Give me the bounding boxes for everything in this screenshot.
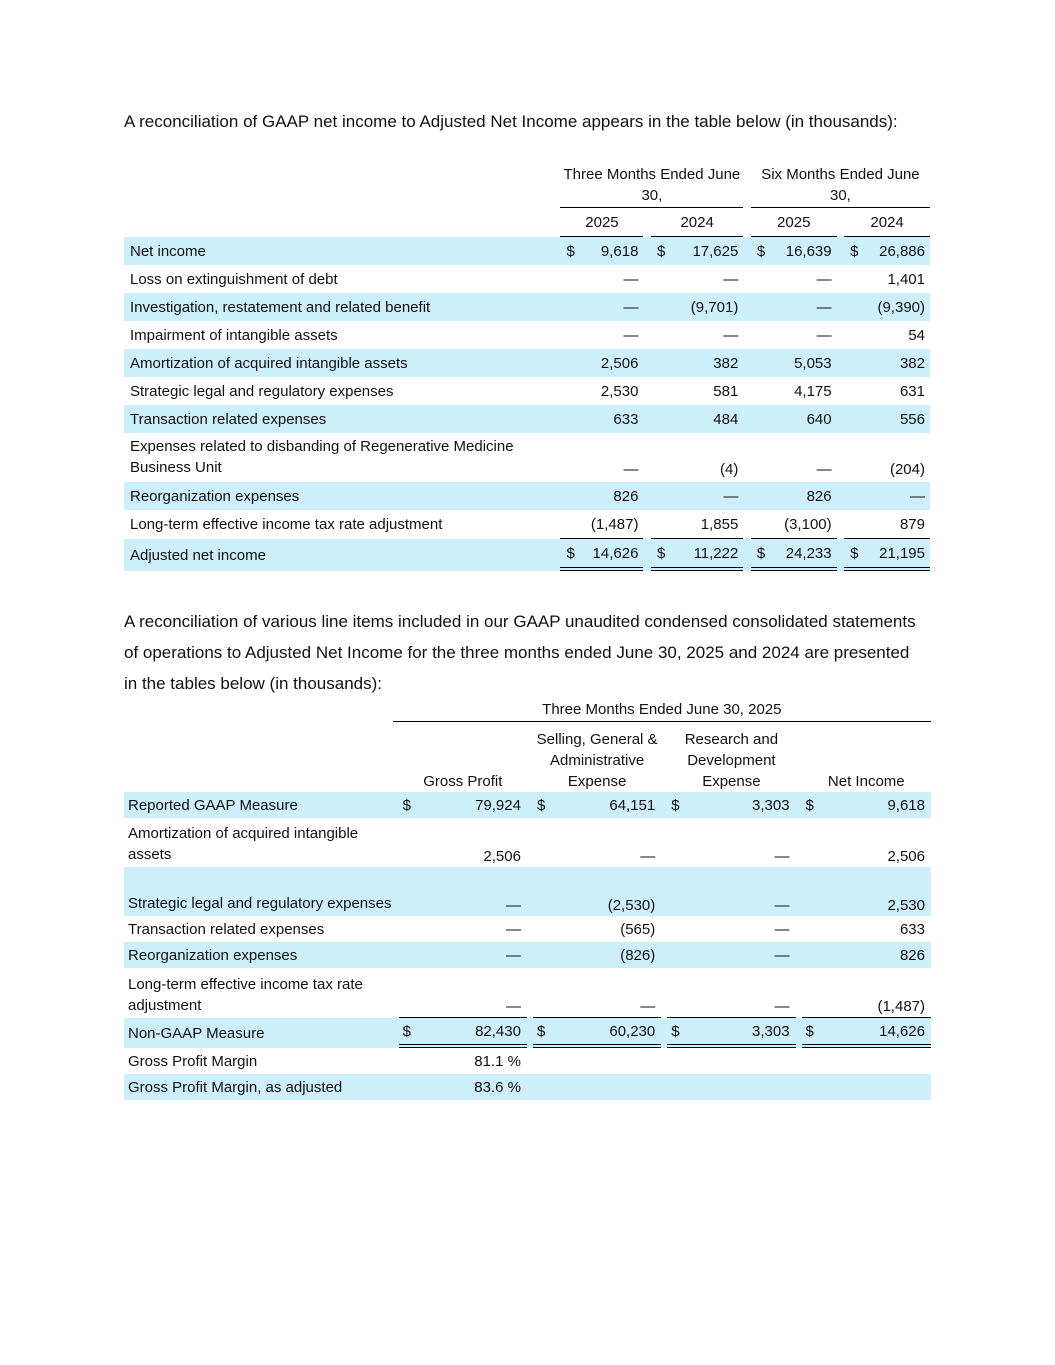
currency-symbol: $: [533, 1018, 555, 1048]
cell-value: 64,151: [555, 792, 661, 818]
row-label: Long-term effective income tax rate adjustment: [128, 976, 363, 1014]
table-row-total: [124, 1018, 931, 1048]
cell-value: (9,701): [674, 293, 743, 321]
cell-value: —: [816, 461, 832, 478]
table-row: [124, 968, 931, 1018]
cell-value: —: [421, 867, 527, 916]
cell-value: —: [689, 942, 795, 968]
cell-value: 82,430: [421, 1018, 527, 1048]
group-header-six-months: Six Months Ended June 30,: [751, 164, 930, 208]
currency-symbol: $: [751, 539, 774, 571]
row-label: Gross Profit Margin, as adjusted: [124, 1074, 393, 1100]
row-label: Impairment of intangible assets: [130, 326, 338, 344]
currency-symbol: $: [651, 237, 674, 265]
cell-value: (9,390): [868, 293, 930, 321]
currency-symbol: $: [751, 237, 774, 265]
year-header: 2024: [844, 208, 930, 237]
table-row: [124, 405, 930, 433]
cell-value: 2,506: [887, 848, 925, 865]
table-row: [124, 349, 930, 377]
cell-value: (826): [555, 942, 661, 968]
intro-paragraph-1: A reconciliation of GAAP net income to Adjusted Net Income appears in the table below (in thousands):: [124, 112, 898, 131]
cell-value: 633: [899, 920, 925, 938]
table-row: [124, 293, 930, 321]
currency-symbol: $: [844, 539, 867, 571]
cell-value: 382: [674, 349, 743, 377]
row-label: Amortization of acquired intangible assets: [124, 349, 553, 377]
table-row: [124, 237, 930, 265]
row-label: Transaction related expenses: [124, 405, 553, 433]
cell-value: 1,401: [887, 270, 925, 288]
table-title: Three Months Ended June 30, 2025: [393, 698, 931, 722]
row-label: Strategic legal and regulatory expenses: [124, 867, 393, 916]
cell-value: 26,886: [868, 237, 930, 265]
cell-value: 2,530: [600, 382, 639, 400]
cell-value: 826: [774, 482, 836, 510]
cell-value: 3,303: [689, 792, 795, 818]
cell-value: —: [421, 968, 527, 1018]
column-header-gross-profit: Gross Profit: [423, 773, 503, 790]
cell-value: 17,625: [674, 237, 743, 265]
cell-value: 631: [899, 382, 925, 400]
cell-value: 2,506: [483, 848, 521, 865]
table-row-total: [124, 539, 930, 571]
table-row: [124, 377, 930, 405]
cell-value: 16,639: [774, 237, 836, 265]
cell-value: 484: [674, 405, 743, 433]
cell-value: 81.1 %: [474, 1052, 521, 1070]
row-label: Reorganization expenses: [124, 942, 393, 968]
cell-value: 9,618: [584, 237, 644, 265]
cell-value: 9,618: [824, 792, 931, 818]
group-header-three-months: Three Months Ended June 30,: [560, 164, 743, 208]
cell-value: 633: [584, 405, 644, 433]
row-label: Reorganization expenses: [124, 482, 553, 510]
adjusted-net-income-table: [124, 164, 930, 571]
currency-symbol: $: [844, 237, 867, 265]
column-header-net-income: Net Income: [827, 773, 905, 790]
cell-value: 3,303: [689, 1018, 795, 1048]
cell-value: —: [505, 920, 521, 938]
cell-value: (3,100): [774, 510, 836, 539]
cell-value: —: [689, 867, 795, 916]
cell-value: 640: [774, 405, 836, 433]
cell-value: —: [774, 920, 790, 938]
cell-value: 1,855: [674, 510, 743, 539]
cell-value: 879: [868, 510, 930, 539]
line-item-reconciliation-table: [124, 698, 931, 1100]
currency-symbol: $: [667, 1018, 689, 1048]
cell-value: 14,626: [584, 539, 644, 571]
cell-value: —: [421, 942, 527, 968]
table-row: [124, 1074, 931, 1100]
cell-value: —: [723, 326, 739, 344]
table-row: [124, 1048, 931, 1074]
cell-value: 83.6 %: [421, 1074, 527, 1100]
cell-value: —: [774, 848, 790, 865]
currency-symbol: $: [802, 1018, 824, 1048]
cell-value: 24,233: [774, 539, 836, 571]
cell-value: —: [584, 293, 644, 321]
cell-value: —: [689, 968, 795, 1018]
cell-value: 60,230: [555, 1018, 661, 1048]
table-row: [124, 792, 931, 818]
row-label: Strategic legal and regulatory expenses: [130, 382, 394, 400]
cell-value: (4): [719, 461, 739, 478]
cell-value: (1,487): [824, 968, 931, 1018]
column-header-rnd: Research and Development Expense: [684, 731, 779, 790]
cell-value: 4,175: [794, 382, 832, 400]
cell-value: 21,195: [868, 539, 930, 571]
table-row: [124, 482, 930, 510]
cell-value: 11,222: [674, 539, 743, 571]
cell-value: —: [774, 293, 836, 321]
row-label: Adjusted net income: [124, 539, 553, 571]
table-row: [124, 867, 931, 916]
cell-value: —: [868, 482, 930, 510]
cell-value: 14,626: [824, 1018, 931, 1048]
cell-value: (565): [620, 920, 656, 938]
year-header: 2025: [560, 208, 643, 237]
table-row: [124, 321, 930, 349]
currency-symbol: $: [399, 792, 421, 818]
currency-symbol: $: [560, 539, 583, 571]
row-label: Amortization of acquired intangible assets: [128, 825, 359, 863]
column-header-sga: Selling, General & Administrative Expense: [536, 731, 658, 790]
currency-symbol: $: [399, 1018, 421, 1048]
cell-value: (2,530): [555, 867, 661, 916]
table-row: [124, 433, 930, 482]
cell-value: 581: [713, 382, 739, 400]
table-row: [124, 510, 930, 539]
cell-value: 2,530: [824, 867, 931, 916]
currency-symbol: $: [802, 792, 824, 818]
row-label: Investigation, restatement and related benefit: [124, 293, 553, 321]
currency-symbol: $: [560, 237, 583, 265]
cell-value: —: [623, 270, 639, 288]
currency-symbol: $: [533, 792, 555, 818]
row-label: Reported GAAP Measure: [124, 792, 393, 818]
cell-value: —: [555, 968, 661, 1018]
cell-value: 79,924: [421, 792, 527, 818]
cell-value: —: [623, 461, 639, 478]
year-header: 2024: [651, 208, 743, 237]
cell-value: 54: [908, 326, 925, 344]
row-label: Transaction related expenses: [128, 920, 325, 938]
cell-value: 382: [868, 349, 930, 377]
intro-paragraph-2: A reconciliation of various line items included in our GAAP unaudited condensed consolidated statements of operations to Adjusted Net Income for the three months ended June 30, 2025 and 2024 are presented in the tables below (in thousands):: [124, 612, 916, 693]
cell-value: —: [816, 326, 832, 344]
row-label: Non-GAAP Measure: [124, 1018, 393, 1048]
row-label: Gross Profit Margin: [128, 1052, 258, 1070]
currency-symbol: $: [667, 792, 689, 818]
cell-value: 826: [584, 482, 644, 510]
cell-value: —: [816, 270, 832, 288]
table-row: [124, 818, 931, 867]
table-row: [124, 942, 931, 968]
cell-value: —: [723, 270, 739, 288]
table-row: [124, 265, 930, 293]
cell-value: 556: [868, 405, 930, 433]
currency-symbol: $: [651, 539, 674, 571]
cell-value: (204): [889, 461, 925, 478]
row-label: Expenses related to disbanding of Regenerative Medicine Business Unit: [130, 438, 514, 476]
row-label: Net income: [124, 237, 553, 265]
year-header: 2025: [751, 208, 837, 237]
cell-value: —: [674, 482, 743, 510]
table-row: [124, 916, 931, 942]
row-label: Long-term effective income tax rate adjustment: [130, 516, 443, 533]
row-label: Loss on extinguishment of debt: [130, 270, 338, 288]
cell-value: —: [623, 326, 639, 344]
cell-value: —: [640, 848, 656, 865]
cell-value: (1,487): [584, 510, 644, 539]
cell-value: 5,053: [774, 349, 836, 377]
cell-value: 2,506: [584, 349, 644, 377]
cell-value: 826: [824, 942, 931, 968]
